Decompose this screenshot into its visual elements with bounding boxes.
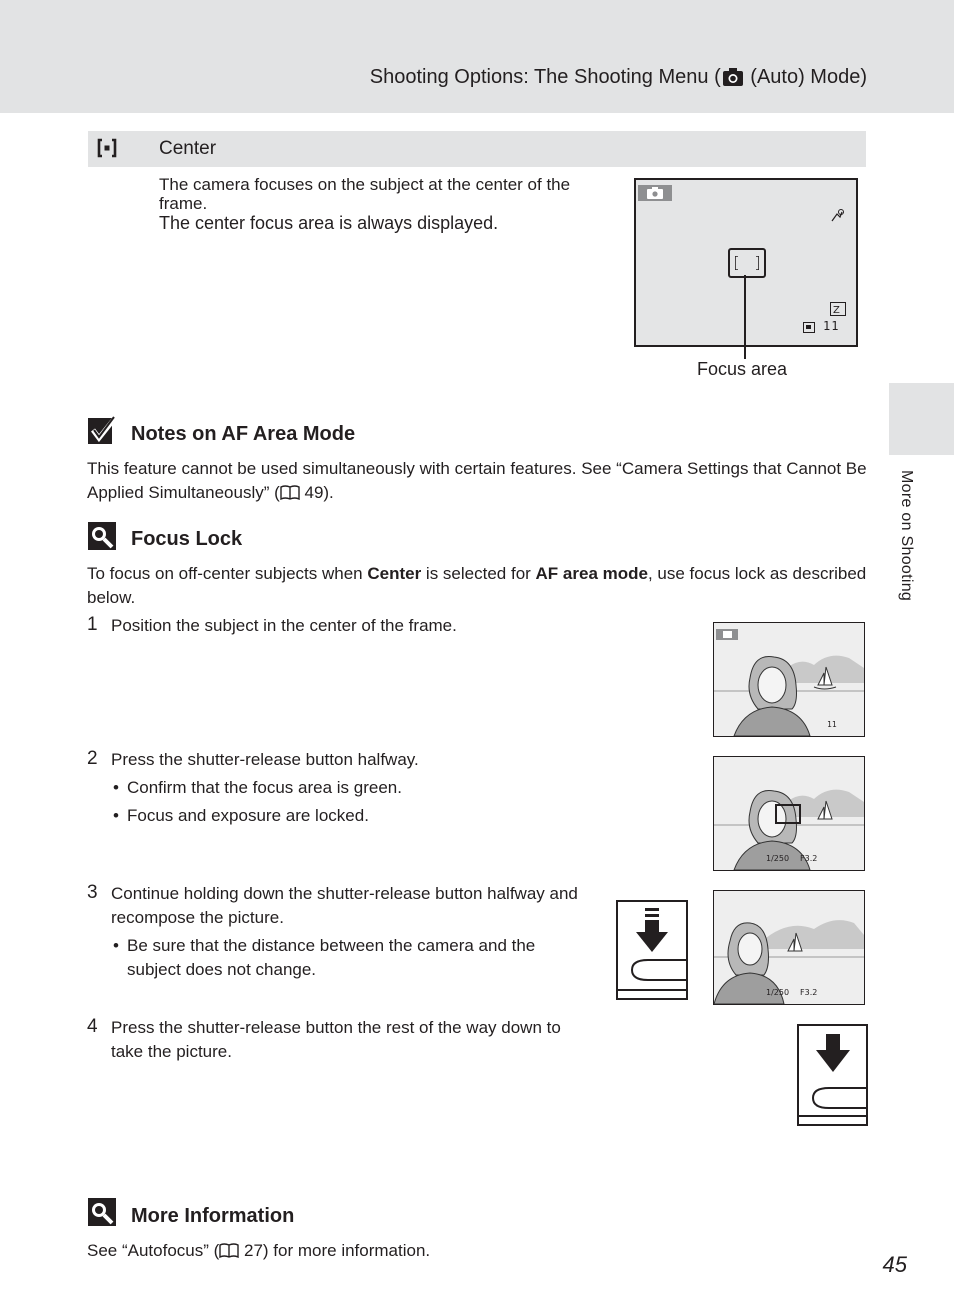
step-2-number: 2 <box>87 748 98 769</box>
focus-area-callout-line <box>744 275 746 359</box>
more-info-body-text: See “Autofocus” ( <box>87 1241 220 1260</box>
step-2-photo <box>713 756 865 871</box>
step-2-bullet-2-text: Focus and exposure are locked. <box>127 806 369 825</box>
shutter-half-press-icon <box>616 900 688 1000</box>
notes-body <box>87 457 867 505</box>
focus-area-bracket <box>728 248 766 278</box>
magnifier-more-info-icon <box>88 1198 118 1226</box>
photo-2-shutter: 1/250 <box>766 854 790 863</box>
center-af-area-icon <box>97 138 117 158</box>
header-title-prefix: Shooting Options: The Shooting Menu ( <box>369 66 721 88</box>
intro-text-3: , use focus lock as described below. <box>87 564 867 607</box>
step-1-photo <box>713 622 865 737</box>
focus-area-label: Focus area <box>697 359 788 379</box>
more-info-title: More Information <box>131 1205 295 1227</box>
intro-bold-center: Center <box>367 564 422 583</box>
step-3-text: Continue holding down the shutter-release button halfway and recompose the picture. <box>111 884 578 927</box>
camera-icon <box>723 68 743 86</box>
step-2-bullet-1: • Confirm that the focus area is green. <box>113 778 402 797</box>
monitor-screen <box>634 178 858 347</box>
notes-title: Notes on AF Area Mode <box>131 423 356 445</box>
remaining-exposures: 11 <box>823 319 840 333</box>
step-3-number: 3 <box>87 882 98 903</box>
intro-bold-af-area-mode: AF area mode <box>535 564 648 583</box>
step-3-bullet-1: • Be sure that the distance between the camera and the subject does not change. <box>113 934 573 982</box>
more-info-body <box>87 1239 867 1263</box>
center-row-label: Center <box>159 138 217 159</box>
step-1-text: Position the subject in the center of the frame. <box>111 616 457 635</box>
photo-2-aperture: F3.2 <box>800 854 818 863</box>
photo-3-aperture: F3.2 <box>800 988 818 997</box>
center-description-2: The center focus area is always displayed. <box>159 213 499 233</box>
page-number: 45 <box>882 1252 907 1277</box>
step-3-photo <box>713 890 865 1005</box>
step-4-number: 4 <box>87 1016 98 1037</box>
step-3-bullet-1-text: Be sure that the distance between the camera and the subject does not change. <box>127 936 536 979</box>
magnifier-info-icon <box>88 522 118 550</box>
notes-body-ref: 49). <box>299 483 334 502</box>
side-tab <box>889 383 954 455</box>
intro-text-1: To focus on off-center subjects when <box>87 564 368 583</box>
internal-memory-icon <box>803 322 815 333</box>
book-reference-icon <box>280 485 300 500</box>
checkmark-note-icon <box>88 416 118 444</box>
focus-lock-title: Focus Lock <box>131 528 243 550</box>
svg-text:Z: Z <box>833 305 840 316</box>
vibration-reduction-icon <box>829 208 845 224</box>
intro-text-2: is selected for <box>421 564 536 583</box>
page-header-title <box>370 66 867 89</box>
step-2-bullet-1-text: Confirm that the focus area is green. <box>127 778 402 797</box>
notes-body-text: This feature cannot be used simultaneously with certain features. See “Camera Settings that Cannot Be Applied Simultaneously” ( <box>87 459 867 502</box>
photo-1-count: 11 <box>827 720 837 729</box>
header-title-suffix: (Auto) Mode) <box>744 66 867 88</box>
step-1-number: 1 <box>87 614 98 635</box>
focus-lock-intro <box>87 562 867 610</box>
header-band <box>0 0 954 113</box>
camera-mode-icon <box>647 187 663 199</box>
more-info-body-ref: 27) for more information. <box>239 1241 431 1260</box>
step-2-bullet-2: • Focus and exposure are locked. <box>113 806 369 825</box>
image-mode-icon <box>830 302 846 316</box>
photo-3-shutter: 1/250 <box>766 988 790 997</box>
book-reference-icon <box>219 1243 239 1258</box>
step-4-text: Press the shutter-release button the rest of the way down to take the picture. <box>111 1018 561 1061</box>
center-description-1: The camera focuses on the subject at the center of the frame. <box>159 175 571 213</box>
side-tab-label: More on Shooting <box>898 470 915 602</box>
step-2-text: Press the shutter-release button halfway. <box>111 750 419 769</box>
shutter-full-press-icon <box>797 1024 868 1126</box>
